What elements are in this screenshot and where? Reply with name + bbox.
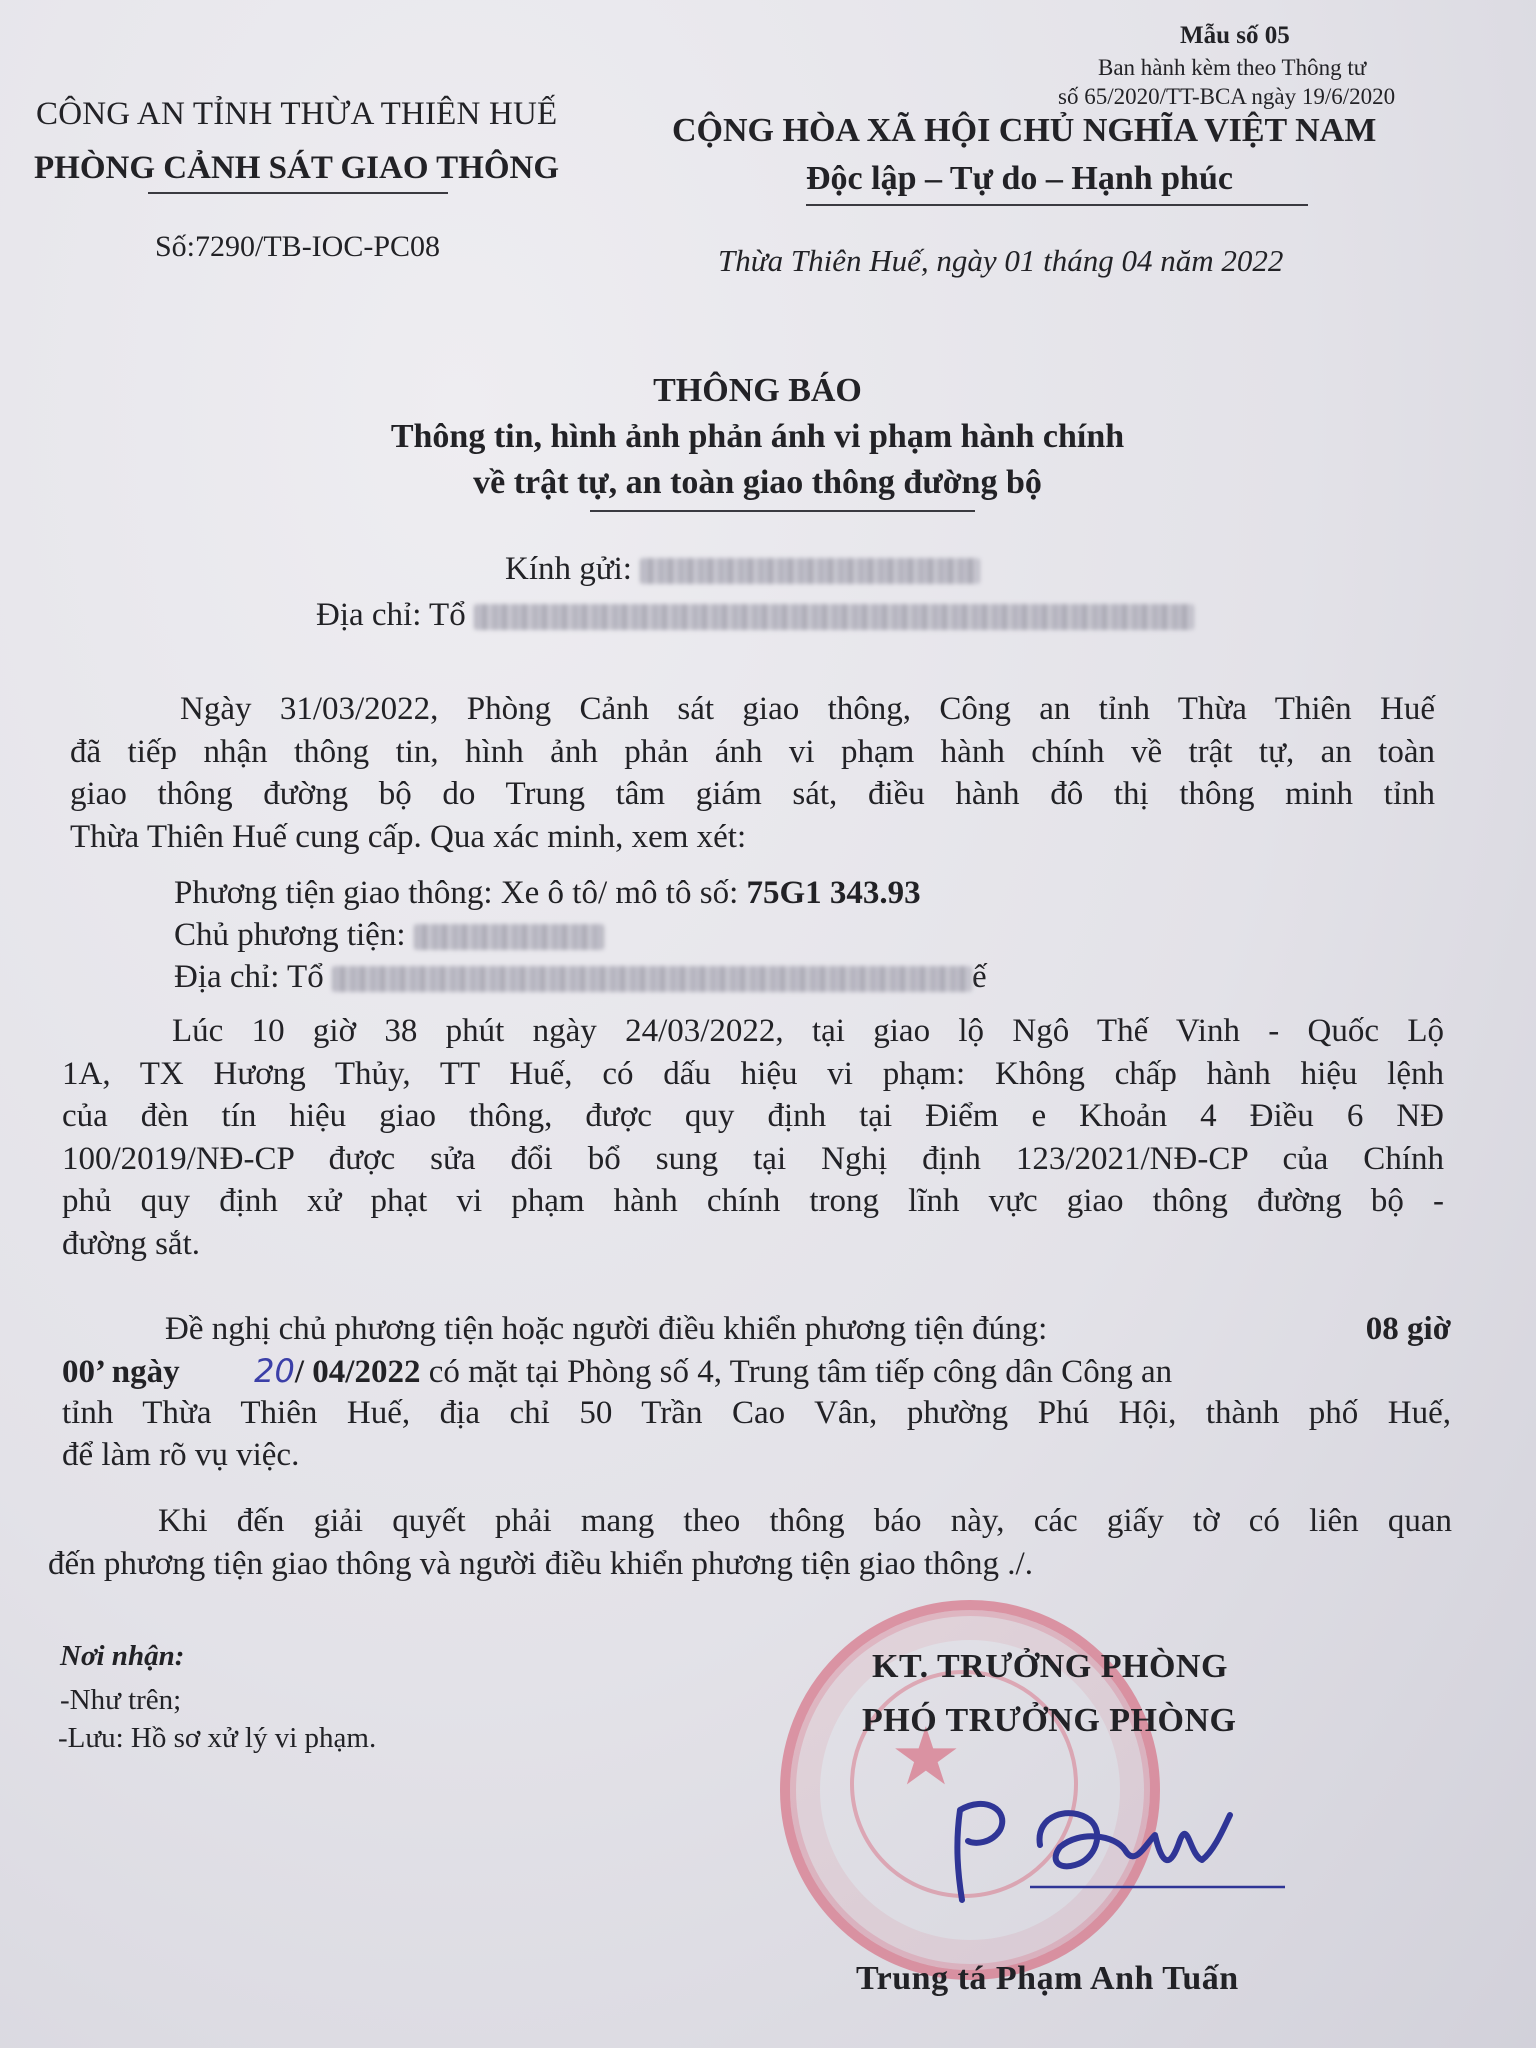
vehicle-line	[174, 872, 921, 915]
paragraph-line: của đèn tín hiệu giao thông, được quy định tại Điểm e Khoản 4 Điều 6 NĐ	[62, 1098, 1444, 1134]
nation-motto: Độc lập – Tự do – Hạnh phúc	[806, 160, 1233, 197]
signer-role-2: PHÓ TRƯỞNG PHÒNG	[862, 1702, 1237, 1739]
request-month-year: / 04/2022	[294, 1354, 421, 1390]
signer-role-1: KT. TRƯỞNG PHÒNG	[872, 1648, 1228, 1685]
owner-address-suffix: ế	[971, 959, 987, 995]
redacted-owner-address	[332, 966, 972, 992]
vehicle-label: Phương tiện giao thông: Xe ô tô/ mô tô số:	[174, 875, 739, 911]
form-issued-line2: số 65/2020/TT-BCA ngày 19/6/2020	[1058, 84, 1396, 109]
recipients-item-1: -Như trên;	[60, 1684, 182, 1716]
handwritten-day: 20	[254, 1352, 295, 1390]
paragraph-line: Khi đến giải quyết phải mang theo thông báo này, các giấy tờ có liên quan	[158, 1503, 1452, 1539]
paragraph-line: phủ quy định xử phạt vi phạm hành chính trong lĩnh vực giao thông đường bộ -	[62, 1183, 1444, 1219]
title-underline	[590, 510, 975, 512]
recipient-label: Kính gửi:	[505, 551, 632, 587]
vehicle-plate: 75G1 343.93	[746, 875, 921, 911]
paragraph-instructions	[48, 1500, 1452, 1585]
document-date: Thừa Thiên Huế, ngày 01 tháng 04 năm 2022	[718, 243, 1284, 278]
form-number: Mẫu số 05	[1180, 22, 1290, 49]
agency-underline	[148, 192, 448, 194]
request-line-2	[62, 1350, 1451, 1394]
agency-name: PHÒNG CẢNH SÁT GIAO THÔNG	[34, 150, 560, 186]
document-subtitle-1: Thông tin, hình ảnh phản ánh vi phạm hành chính	[390, 418, 1125, 455]
signer-name: Trung tá Phạm Anh Tuấn	[856, 1960, 1239, 1997]
owner-address-label: Địa chỉ: Tổ	[174, 959, 324, 995]
document-number: Số:7290/TB-IOC-PC08	[155, 230, 441, 263]
recipients-title: Nơi nhận:	[60, 1640, 185, 1672]
request-line-4: để làm rõ vụ việc.	[62, 1437, 300, 1473]
recipient-address-label: Địa chỉ: Tổ	[316, 597, 466, 633]
request-time: 08 giờ	[1365, 1311, 1451, 1347]
paragraph-line: đến phương tiện giao thông và người điều khiển phương tiện giao thông ./.	[48, 1545, 1033, 1582]
paragraph-line: Ngày 31/03/2022, Phòng Cảnh sát giao thông, Công an tỉnh Thừa Thiên Huế	[180, 691, 1435, 727]
request-line-3: tỉnh Thừa Thiên Huế, địa chỉ 50 Trần Cao Vân, phường Phú Hội, thành phố Huế,	[62, 1395, 1451, 1431]
recipient-line	[505, 548, 980, 591]
paragraph-line: 1A, TX Hương Thủy, TT Huế, có dấu hiệu vi phạm: Không chấp hành hiệu lệnh	[62, 1055, 1444, 1092]
star-icon: ★	[890, 1714, 962, 1802]
paragraph-line: đã tiếp nhận thông tin, hình ảnh phản ánh vi phạm hành chính về trật tự, an toàn	[70, 733, 1435, 770]
paragraph-violation	[62, 1010, 1444, 1265]
paragraph-line: giao thông đường bộ do Trung tâm giám sát, điều hành đô thị thông minh tỉnh	[70, 776, 1435, 812]
request-line-1	[165, 1308, 1451, 1351]
paragraph-line: đường sắt.	[62, 1225, 200, 1262]
document-subtitle-2: về trật tự, an toàn giao thông đường bộ	[473, 464, 1042, 501]
request-location: có mặt tại Phòng số 4, Trung tâm tiếp công dân Công an	[428, 1354, 1173, 1390]
owner-line	[174, 914, 604, 957]
redacted-recipient-name	[640, 558, 980, 584]
paragraph-line: Lúc 10 giờ 38 phút ngày 24/03/2022, tại giao lộ Ngô Thế Vinh - Quốc Lộ	[172, 1013, 1444, 1049]
recipient-address-line	[316, 594, 1194, 637]
recipients-item-2: -Lưu: Hồ sơ xử lý vi phạm.	[58, 1722, 377, 1754]
document-title: THÔNG BÁO	[653, 372, 862, 409]
nation-name: CỘNG HÒA XÃ HỘI CHỦ NGHĨA VIỆT NAM	[672, 112, 1377, 149]
agency-parent: CÔNG AN TỈNH THỪA THIÊN HUẾ	[36, 96, 558, 132]
request-text: Đề nghị chủ phương tiện hoặc người điều khiển phương tiện đúng:	[165, 1311, 1048, 1347]
form-issued-line1: Ban hành kèm theo Thông tư	[1098, 55, 1367, 80]
request-minute: 00’ ngày	[62, 1354, 180, 1390]
redacted-owner-name	[414, 924, 604, 950]
redacted-recipient-address	[474, 604, 1194, 630]
paragraph-line: Thừa Thiên Huế cung cấp. Qua xác minh, xem xét:	[70, 818, 747, 855]
paragraph-receipt	[70, 688, 1435, 858]
owner-label: Chủ phương tiện:	[174, 917, 406, 953]
owner-address-line	[174, 956, 987, 999]
handwritten-signature	[940, 1775, 1300, 1915]
paragraph-line: 100/2019/NĐ-CP được sửa đổi bổ sung tại Nghị định 123/2021/NĐ-CP của Chính	[62, 1140, 1444, 1177]
motto-underline	[806, 204, 1308, 206]
